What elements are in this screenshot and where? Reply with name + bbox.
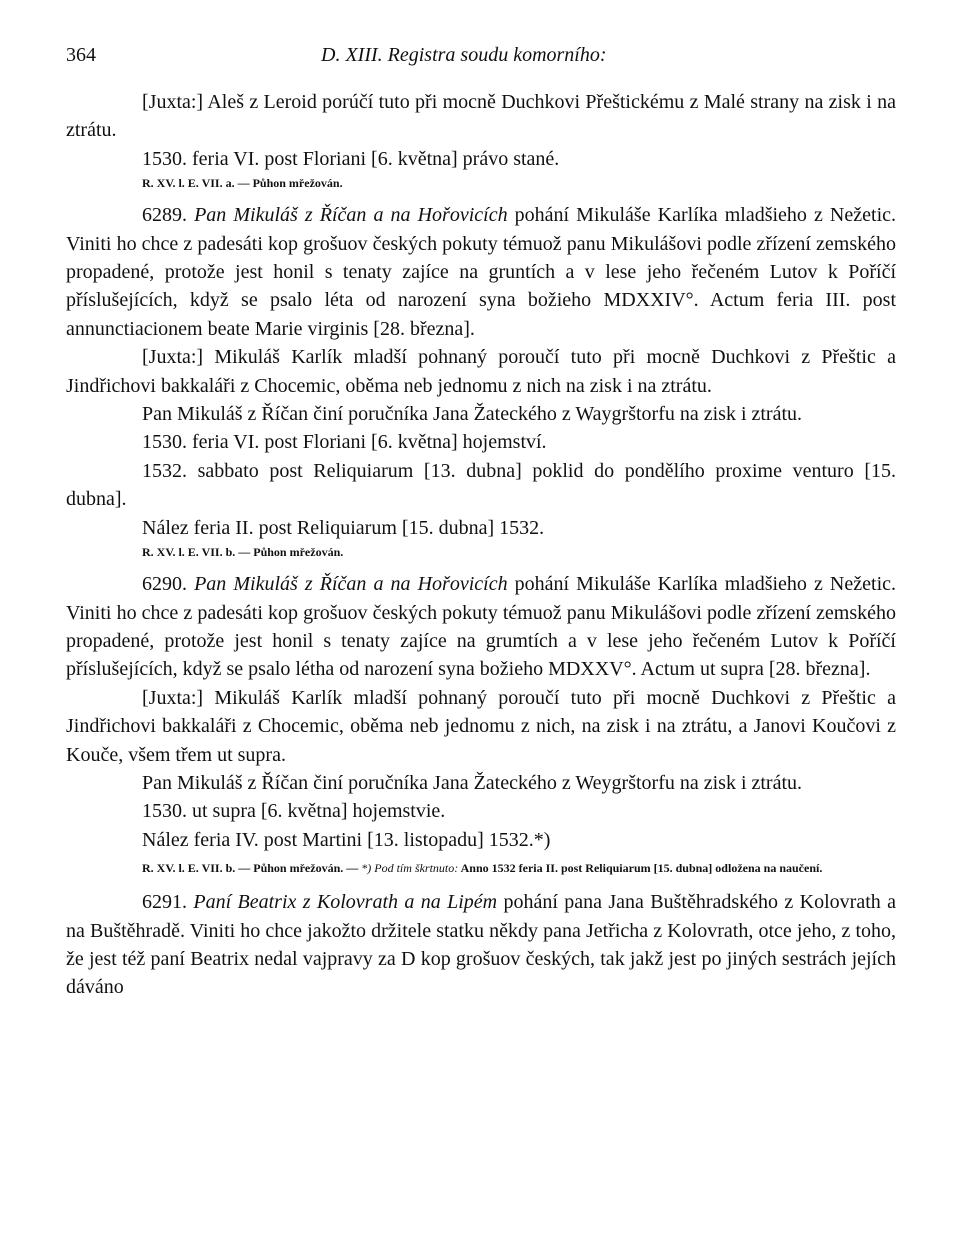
paragraph: Nález feria IV. post Martini [13. listopadu] 1532.*) bbox=[142, 828, 551, 851]
paragraph: 1532. sabbato post Reliquiarum [13. dubna] poklid do pondělího proxime venturo [15. dubna]. bbox=[66, 459, 896, 511]
paragraph: [Juxta:] Mikuláš Karlík mladší pohnaný poroučí tuto při mocně Duchkovi z Přeštic a Jindřichovi bakkaláři z Chocemic, oběma neb jednomu z nich, na zisk i na ztrátu, a Janovi Koučovi z Kouče, všem třem ut supra. bbox=[66, 686, 896, 766]
entry-6291: 6291. Paní Beatrix z Kolovrath a na Lipém pohání pana Jana Buštěhradského z Kolovrath a na Buštěhradě. Viniti ho chce jakožto držitele statku někdy pana Jetřicha z Kolovrath, otce jeho, z toho, že jest též paní Beatrix nedal vajpravy za D kop grošuov českých, tak jakž jest po jiných sestrách jejích dáváno bbox=[66, 891, 896, 999]
paragraph: [Juxta:] Aleš z Leroid porúčí tuto při mocně Duchkovi Přeštickému z Malé strany na zisk i na ztrátu. bbox=[66, 91, 896, 142]
document-body bbox=[66, 88, 896, 1002]
paragraph: 1530. feria VI. post Floriani [6. května] právo stané. bbox=[142, 147, 560, 170]
paragraph: 1530. ut supra [6. května] hojemstvie. bbox=[142, 800, 446, 823]
paragraph: [Juxta:] Mikuláš Karlík mladší pohnaný poroučí tuto při mocně Duchkovi z Přeštic a Jindřichovi bakkaláři z Chocemic, oběma neb jednomu z nich na zisk i na ztrátu. bbox=[66, 346, 896, 397]
source-note: R. XV. l. E. VII. a. — Půhon mřežován. bbox=[142, 176, 343, 191]
entry-number: 6290. bbox=[142, 573, 187, 596]
footnote-mark: *) Pod tím škrtnuto: bbox=[361, 861, 459, 876]
entry-6290: 6290. Pan Mikuláš z Říčan a na Hořovicích pohání Mikuláše Karlíka mladšieho z Nežetic. Viniti ho chce z padesáti kop grošuov českých pokuty témuož panu Mikulášovi podle zřízení zemského propadené, protože jest honil s tenaty zajíce na grumtích a v lese jeho řečeném Lutov k Poříčí příslušejících, když se psalo létha od narození syna božieho MDXXV°. Actum ut supra [28. března]. bbox=[66, 573, 896, 681]
page-header bbox=[66, 40, 896, 70]
paragraph: Pan Mikuláš z Říčan činí poručníka Jana Žateckého z Waygrštorfu na zisk i ztrátu. bbox=[142, 403, 803, 426]
paragraph: 1530. feria VI. post Floriani [6. května] hojemství. bbox=[142, 431, 547, 454]
entry-6289: 6289. Pan Mikuláš z Říčan a na Hořovicích pohání Mikuláše Karlíka mladšieho z Nežetic. Viniti ho chce z padesáti kop grošuov českých pokuty témuož panu Mikulášovi podle zřízení zemského propadené, protože jest honil s tenaty zajíce na gruntích a v lese jeho řečeném Lutov k Poříčí příslušejících, když se psalo léta od narození syna božieho MDXXIV°. Actum feria III. post annunctiacionem beate Marie virginis [28. března]. bbox=[66, 204, 896, 340]
plaintiff-name: Pan Mikuláš z Říčan a na Hořovicích bbox=[194, 573, 508, 596]
entry-number: 6291. bbox=[142, 891, 187, 914]
page-number: 364 bbox=[66, 44, 96, 66]
running-title: D. XIII. Registra soudu komorního: bbox=[321, 44, 607, 66]
source-note-with-footnote: R. XV. l. E. VII. b. — Půhon mřežován. — *) Pod tím škrtnuto: Anno 1532 feria II. post Reliquiarum [15. dubna] odložena na naučení. bbox=[142, 861, 823, 876]
paragraph: Pan Mikuláš z Říčan činí poručníka Jana Žateckého z Weygrštorfu na zisk i ztrátu. bbox=[142, 771, 803, 794]
entry-number: 6289. bbox=[142, 204, 187, 227]
plaintiff-name: Pan Mikuláš z Říčan a na Hořovicích bbox=[194, 204, 508, 227]
source-note: R. XV. l. E. VII. b. — Půhon mřežován. bbox=[142, 545, 344, 560]
paragraph: Nález feria II. post Reliquiarum [15. dubna] 1532. bbox=[142, 516, 545, 539]
plaintiff-name: Paní Beatrix z Kolovrath a na Lipém bbox=[193, 891, 498, 914]
